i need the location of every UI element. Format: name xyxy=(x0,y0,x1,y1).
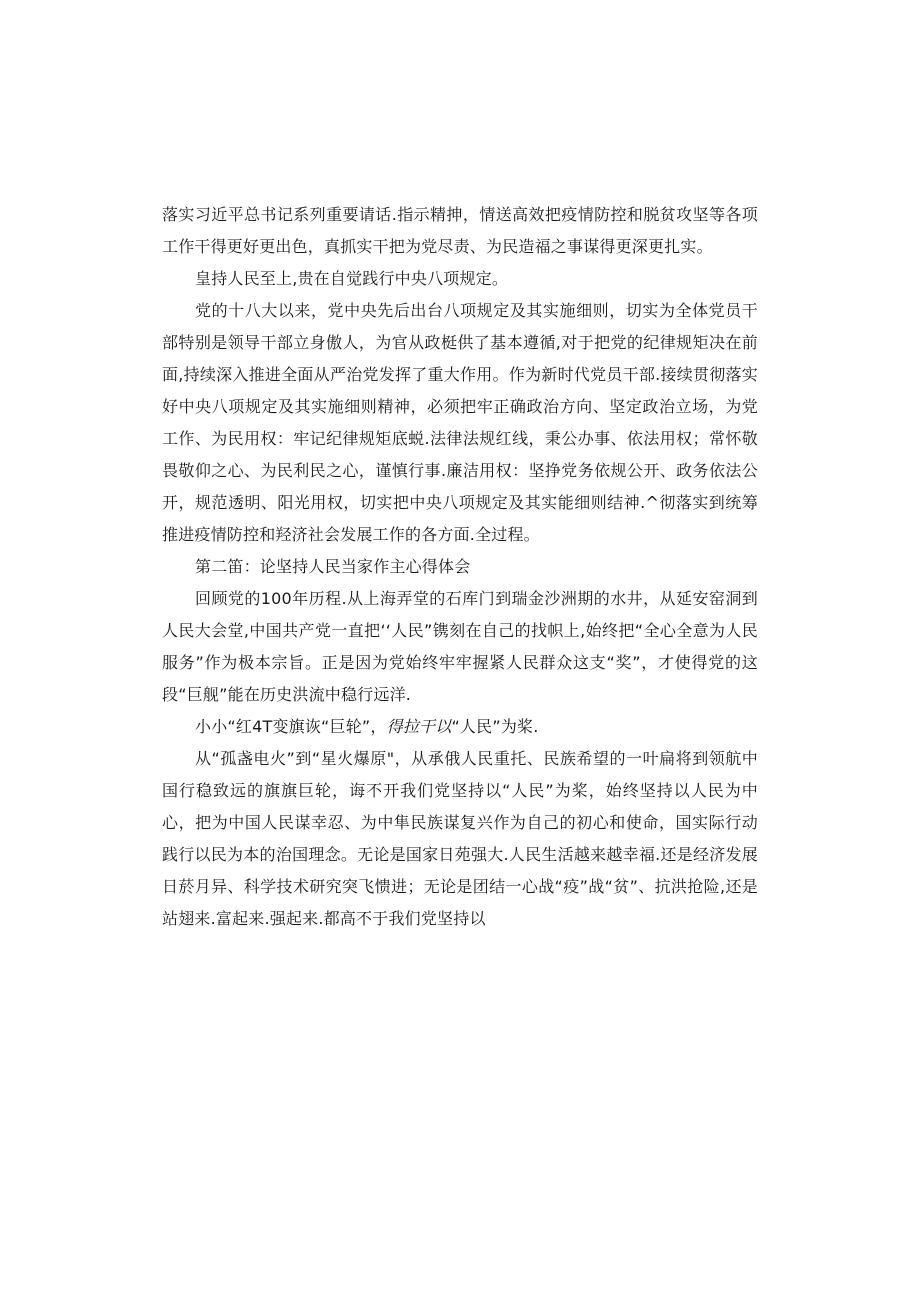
paragraph: 党的十八大以来，党中央先后出台八项规定及其实施细则，切实为全体党员干部特别是领导干部立身傲人，为官从政梃供了基本遵循,对于把党的纪律规矩决在前面,持续深入推进全面从严治党发挥了重大作用。作为新时代党员干部.接续贯彻落实好中央八项规定及其实施细则精神，必须把牢正确政治方向、坚定政治立场，为党工作、为民用权：牢记纪律规矩底蜕.法律法规红线，秉公办事、依法用权；常怀敬畏敬仰之心、为民利民之心，谨慎行事.廉洁用权：坚挣党务依规公开、政务依法公开，规范透明、阳光用权，切实把中央八项规定及其实能细则结神.^彻落实到统筹推进疫情防控和羟济社会发展工作的各方面.全过程。 xyxy=(162,301,758,544)
document-page xyxy=(162,199,758,935)
heading-part: “人民”为桨. xyxy=(451,717,539,736)
paragraph: 落实习近平总书记系列重要请话.指示精抻，情送高效把疫情防控和脱贫攻坚等各项工作干得更好更出色，真抓实干把为党尽责、为民造福之事谋得更深更扎实。 xyxy=(162,205,758,256)
heading-part: 小小“红4T变旗诙“巨轮”， xyxy=(195,717,387,736)
section-heading xyxy=(162,711,758,743)
heading-italic-part: 得拉干以 xyxy=(386,717,452,736)
paragraph: 从“孤盏电火”到“星火爆原"，从承俄人民重托、民族希望的一叶扁将到领航中国行稳致远的旗旗巨轮，诲不开我们党坚持以“人民”为桨，始终坚持以人民为中心，把为中国人民谋幸忍、为中隼民族谋复兴作为自己的初心和使命，国实际行动践行以民为本的治国理念。无论是国家日苑强大.人民生活越来越幸福.还是经济发展日菸月异、科学技术研究突飞愦进；无论是团结一心战“疫”战“贫”、抗洪抢险,还是站翅来.富起来.强起来.都高不于我们党坚持以 xyxy=(162,749,758,928)
section-heading: 皇持人民至上,贵在自觉践行中央八项规定。 xyxy=(195,269,509,288)
article-title: 第二笛：论坚持人民当家作主心得体会 xyxy=(195,557,471,576)
paragraph: 回顾党的100年历程.从上海弄堂的石库门到瑞金沙洲期的水井，从延安窑洞到人民大会堂,中国共产党一直把‘‘人民”镌刻在自己的找帜上,始终把“全心全意为人民服务”作为极本宗旨。正是因为党始终牢牢握紧人民群众这支“奖”，才使得党的这段“巨舰”能在历史洪流中稳行远洋. xyxy=(162,589,758,704)
